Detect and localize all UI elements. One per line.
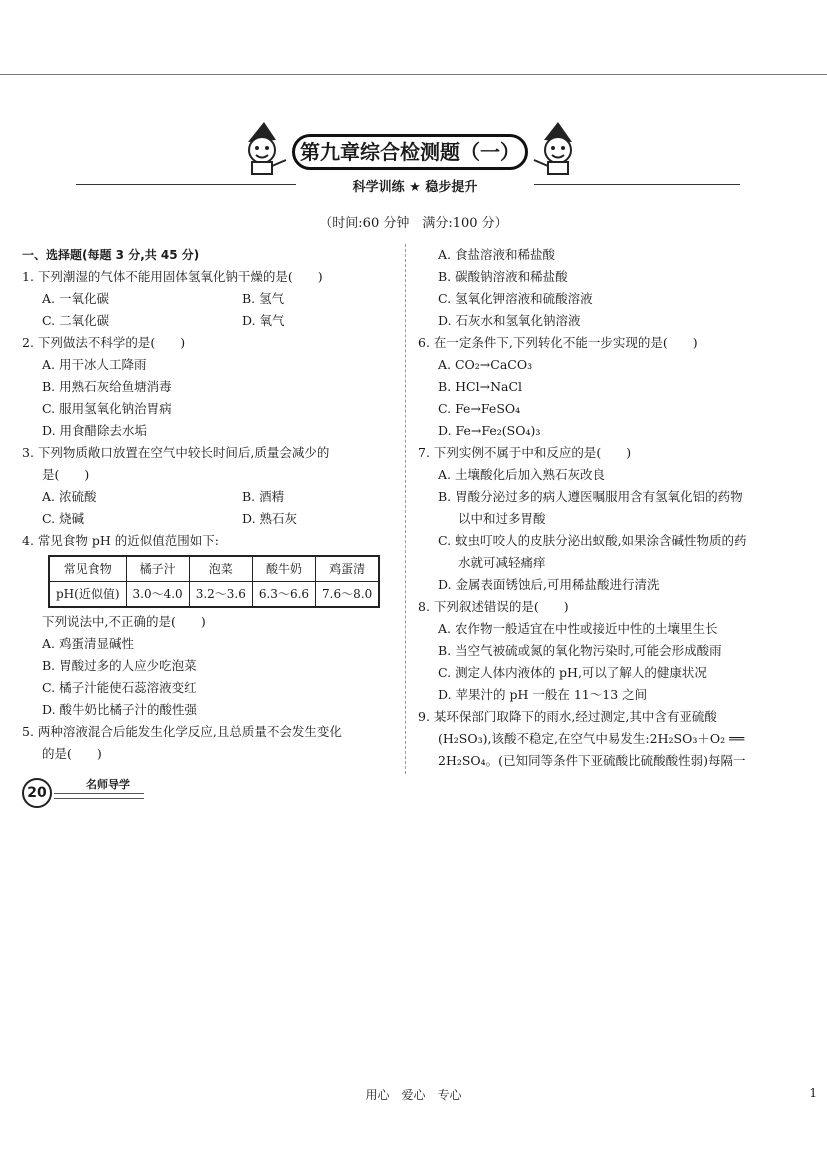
q1-option-b: B. 氢气 [242, 291, 285, 306]
q3-options-row2 [22, 508, 394, 530]
q8-option-d: D. 苹果汁的 pH 一般在 11～13 之间 [438, 687, 648, 702]
table-cell: 3.0～4.0 [126, 582, 189, 608]
table-row [49, 556, 379, 582]
page-number: 1 [809, 1086, 817, 1100]
question-5: 5. 两种溶液混合后能发生化学反应,且总质量不会发生变化 [22, 724, 342, 739]
q5-option-a: A. 食盐溶液和稀盐酸 [438, 247, 555, 262]
question-1: 1. 下列潮湿的气体不能用固体氢氧化钠干燥的是( ) [22, 269, 323, 284]
q7-option-b-cont: 以中和过多胃酸 [458, 511, 546, 526]
q6-option-d: D. Fe→Fe₂(SO₄)₃ [438, 423, 541, 438]
right-column [418, 244, 796, 772]
q2-option-c: C. 服用氢氧化钠治胃病 [42, 401, 172, 416]
motto-rule-right [534, 184, 740, 185]
q3-option-b: B. 酒精 [242, 489, 285, 504]
q3-option-a: A. 浓硫酸 [42, 489, 97, 504]
question-9: 9. 某环保部门取降下的雨水,经过测定,其中含有亚硫酸 [418, 709, 717, 724]
mascot-left-icon [240, 120, 288, 176]
table-cell: pH(近似值) [49, 582, 126, 608]
top-rule [0, 74, 827, 75]
table-cell: 常见食物 [49, 556, 126, 582]
q1-options-row2 [22, 310, 394, 332]
q1-option-c: C. 二氧化碳 [42, 313, 110, 328]
q7-option-d: D. 金属表面锈蚀后,可用稀盐酸进行清洗 [438, 577, 660, 592]
q6-option-b: B. HCl→NaCl [438, 379, 523, 394]
q7-option-a: A. 土壤酸化后加入熟石灰改良 [438, 467, 605, 482]
mascot-right-icon [532, 120, 580, 176]
q4-option-d: D. 酸牛奶比橘子汁的酸性强 [42, 702, 198, 717]
q3-option-c: C. 烧碱 [42, 511, 85, 526]
time-info: （时间:60 分钟 满分:100 分） [319, 216, 508, 231]
q2-option-d: D. 用食醋除去水垢 [42, 423, 148, 438]
motto: 科学训练 ★ 稳步提升 [352, 180, 478, 195]
q5-option-b: B. 碳酸钠溶液和稀盐酸 [438, 269, 568, 284]
q3-option-d: D. 熟石灰 [242, 511, 298, 526]
question-4-prompt: 下列说法中,不正确的是( ) [42, 614, 206, 629]
question-2: 2. 下列做法不科学的是( ) [22, 335, 186, 350]
q5-option-d: D. 石灰水和氢氧化钠溶液 [438, 313, 581, 328]
footer-rule [54, 793, 144, 799]
table-cell: 酸牛奶 [252, 556, 315, 582]
motto-rule-left [76, 184, 296, 185]
left-column [22, 244, 394, 765]
table-cell: 橘子汁 [126, 556, 189, 582]
series-label: 名师导学 [86, 778, 130, 791]
question-9-line3: 2H₂SO₄。(已知同等条件下亚硫酸比硫酸酸性弱)每隔一 [438, 753, 746, 768]
section-heading: 一、选择题(每题 3 分,共 45 分) [22, 248, 200, 262]
q8-option-a: A. 农作物一般适宜在中性或接近中性的土壤里生长 [438, 621, 718, 636]
q7-option-c-cont: 水就可减轻痛痒 [458, 555, 546, 570]
column-divider [405, 244, 406, 774]
table-cell: 7.6～8.0 [316, 582, 380, 608]
bottom-slogan: 用心 爱心 专心 [365, 1088, 462, 1102]
question-9-line2: (H₂SO₃),该酸不稳定,在空气中易发生:2H₂SO₃＋O₂ ══ [438, 731, 745, 746]
question-3-cont: 是( ) [42, 467, 90, 482]
q1-options-row1 [22, 288, 394, 310]
q6-option-c: C. Fe→FeSO₄ [438, 401, 521, 416]
q6-option-a: A. CO₂→CaCO₃ [438, 357, 533, 372]
q3-options-row1 [22, 486, 394, 508]
page-badge: 20 [22, 778, 52, 808]
q1-option-a: A. 一氧化碳 [42, 291, 109, 306]
q8-option-b: B. 当空气被硫或氮的氧化物污染时,可能会形成酸雨 [438, 643, 722, 658]
q7-option-c: C. 蚊虫叮咬人的皮肤分泌出蚁酸,如果涂含碱性物质的药 [438, 533, 747, 548]
table-cell: 鸡蛋清 [316, 556, 380, 582]
q2-option-a: A. 用干冰人工降雨 [42, 357, 147, 372]
page-title: 第九章综合检测题（一） [292, 134, 528, 170]
q4-option-a: A. 鸡蛋清显碱性 [42, 636, 134, 651]
question-4: 4. 常见食物 pH 的近似值范围如下: [22, 533, 219, 548]
question-5-cont: 的是( ) [42, 746, 102, 761]
title-banner [240, 120, 580, 176]
q1-option-d: D. 氧气 [242, 313, 285, 328]
q2-option-b: B. 用熟石灰给鱼塘消毒 [42, 379, 172, 394]
ph-table [48, 555, 380, 608]
table-row [49, 582, 379, 608]
table-cell: 3.2～3.6 [189, 582, 252, 608]
q4-option-c: C. 橘子汁能使石蕊溶液变红 [42, 680, 197, 695]
table-cell: 6.3～6.6 [252, 582, 315, 608]
question-8: 8. 下列叙述错误的是( ) [418, 599, 569, 614]
q5-option-c: C. 氢氧化钾溶液和硫酸溶液 [438, 291, 593, 306]
q8-option-c: C. 测定人体内液体的 pH,可以了解人的健康状况 [438, 665, 707, 680]
q4-option-b: B. 胃酸过多的人应少吃泡菜 [42, 658, 197, 673]
q7-option-b: B. 胃酸分泌过多的病人遵医嘱服用含有氢氧化铝的药物 [438, 489, 743, 504]
question-7: 7. 下列实例不属于中和反应的是( ) [418, 445, 632, 460]
question-3: 3. 下列物质敞口放置在空气中较长时间后,质量会减少的 [22, 445, 330, 460]
question-6: 6. 在一定条件下,下列转化不能一步实现的是( ) [418, 335, 698, 350]
table-cell: 泡菜 [189, 556, 252, 582]
